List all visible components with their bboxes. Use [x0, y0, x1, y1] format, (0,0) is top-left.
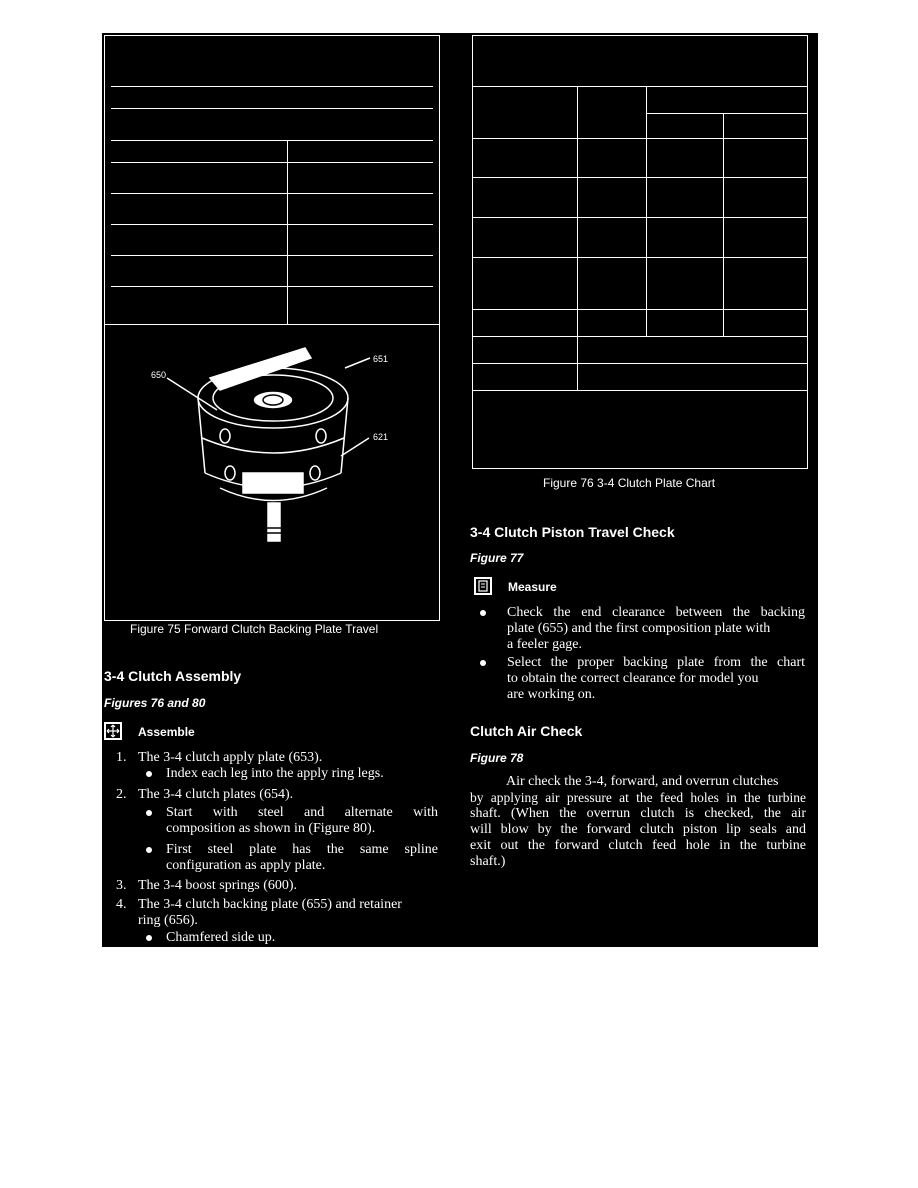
fig75-title-line2: BACKING PLATE SELECTION — [180, 62, 364, 77]
step-text: The 3-4 clutch plates (654). — [138, 787, 294, 802]
measure-bullet-cont: a feeler gage. — [507, 637, 582, 652]
fig76-title — [473, 46, 807, 78]
column-divider — [287, 140, 288, 324]
figure-reference: Figures 76 and 80 — [104, 696, 206, 710]
air-check-text: by applying air pressure at the feed holes in the turbine — [470, 790, 806, 805]
step-number: 1. — [116, 750, 127, 765]
row-a-qty: 5 — [681, 276, 687, 286]
figure-75-backing-plate-selection — [104, 35, 440, 621]
air-check-text: exit out the forward clutch feed hole in the turbine — [470, 838, 806, 853]
spline-note: † SAME SPLINE CONFIGURATION AS APPLY PLATE — [483, 398, 703, 408]
col-identification: IDENTIFICATION — [324, 147, 396, 157]
step-bullet: Start with steel and alternate with — [166, 805, 438, 820]
air-check-text: will blow by the forward clutch piston lip seals and — [470, 822, 806, 837]
row-thickness-in: (0.79") — [598, 282, 625, 292]
row-thickness-in: (.220") — [598, 157, 625, 167]
all-models-label: ALL MODELS — [242, 92, 302, 102]
assemble-icon — [104, 722, 122, 740]
heading-clutch-assembly: 3-4 Clutch Assembly — [104, 668, 242, 684]
assemble-label: Assemble — [138, 725, 195, 739]
step-bullet: Index each leg into the apply ring legs. — [166, 766, 384, 781]
measure-bullet: Select the proper backing plate from the chart — [507, 655, 805, 670]
measure-bullet-cont: plate (655) and the first composition plate with — [507, 621, 771, 636]
divider — [111, 108, 433, 109]
bullet-icon — [146, 935, 152, 941]
row-in: (.180" - .185") — [172, 303, 226, 313]
row-id: D — [356, 266, 364, 276]
row-mm: 5.20mm - 5.30mm — [164, 259, 234, 269]
divider — [105, 324, 439, 325]
bullet-icon — [146, 810, 152, 816]
fig75-code: LH0133-4L60 — [379, 601, 431, 611]
divider — [473, 257, 807, 258]
row-mm: 4.61mm - 4.71mm — [164, 292, 234, 302]
row-plate-type: FLAT STEEL — [483, 224, 536, 234]
row-plate-type-3: PLATES — [483, 289, 517, 299]
fig76-title-line1: 3-4 CLUTCH — [602, 46, 678, 61]
heading-piston-travel-check: 3-4 Clutch Piston Travel Check — [470, 524, 675, 540]
callout-650: 650 — [151, 370, 167, 380]
divider — [111, 193, 433, 194]
row-mm: 5.79mm - 5.89mm — [164, 228, 234, 238]
measure-icon — [474, 577, 492, 595]
row-thickness: 2.03mm — [596, 271, 627, 281]
bullet-icon — [480, 660, 486, 666]
divider — [473, 309, 807, 310]
row-id: A — [356, 173, 363, 183]
divider — [473, 336, 807, 337]
fig75-legend — [111, 553, 390, 589]
row-a-qty: 6 — [681, 231, 687, 241]
row-a-qty: 1 — [681, 318, 687, 328]
row-thickness: 1.78mm — [596, 185, 627, 195]
row-mm: 6.97mm - 7.07mm — [164, 166, 234, 176]
clutch-housing-illustration — [105, 328, 439, 550]
row-b-qty: 1 — [762, 318, 768, 328]
fig75-caption: Figure 75 Forward Clutch Backing Plate Travel — [130, 622, 379, 636]
row-mm: 6.38mm - 6.48mm — [164, 197, 234, 207]
bullet-icon — [480, 610, 486, 616]
divider — [473, 86, 807, 87]
measure-bullet: Check the end clearance between the backing — [507, 605, 805, 620]
step-text: The 3-4 boost springs (600). — [138, 878, 298, 893]
figure-76-clutch-information-chart — [472, 35, 808, 469]
fig76-code: PH0134-4L60-R1 — [732, 454, 799, 464]
row-b-qty: 6 — [762, 276, 768, 286]
heading-air-check: Clutch Air Check — [470, 723, 583, 739]
row-id: B — [356, 204, 363, 214]
bullet-icon — [146, 771, 152, 777]
divider — [111, 224, 433, 225]
step-text: The 3-4 clutch apply plate (653). — [138, 750, 323, 765]
measure-label: Measure — [508, 580, 557, 594]
step-number: 3. — [116, 878, 127, 893]
b-models-value: ALL OTHERS — [664, 371, 720, 381]
legend-item: 650 PLATE, FORWARD CLUTCH BACKING (SEL.) — [111, 565, 341, 576]
row-plate-type-2: CLUTCH PLATE — [483, 237, 550, 247]
bullet-icon — [146, 847, 152, 853]
callout-621: 621 — [373, 432, 389, 442]
col-plate-thickness: PLATE THICKNESS — [157, 147, 241, 157]
divider — [473, 138, 807, 139]
step-number: 4. — [116, 897, 127, 912]
row-thickness: SELECTIVE — [586, 318, 637, 328]
row-thickness-in: (.070") — [598, 196, 625, 206]
step-text: The 3-4 clutch backing plate (655) and retainer — [138, 897, 402, 912]
travel-mm: .75mm - 1.60mm — [303, 114, 368, 124]
step-bullet-cont: composition as shown in (Figure 80). — [166, 821, 376, 836]
col-a-models: *A-MODELS — [658, 121, 711, 131]
step-bullet: Chamfered side up. — [166, 930, 276, 945]
divider — [111, 140, 433, 141]
legend-item: 651 RING, FORWARD CLUTCH BACKING PLATE RETAINER — [111, 577, 390, 588]
row-in: (.227" - .232") — [172, 239, 226, 249]
callout-651: 651 — [373, 354, 389, 364]
travel-in: (.030" - .063") — [305, 125, 358, 135]
row-id: C — [356, 235, 364, 245]
step-text-cont: ring (656). — [138, 913, 198, 928]
row-plate-type: † FLAT STEEL — [477, 184, 537, 194]
step-bullet: First steel plate has the same spline — [166, 842, 438, 857]
col-plate-type: PLATE TYPE — [497, 108, 553, 118]
row-in: (.205" - .208") — [172, 270, 226, 280]
row-b-qty: 5 — [762, 231, 768, 241]
col-thickness: THICKNESS — [585, 108, 638, 118]
travel-label: BACKING PLATE TRAVEL = — [175, 120, 290, 130]
row-thickness: 5.60mm — [596, 146, 627, 156]
figure-reference: Figure 78 — [470, 751, 524, 765]
divider — [473, 217, 807, 218]
air-check-text: Air check the 3-4, forward, and overrun clutches — [506, 774, 779, 789]
divider — [111, 86, 433, 87]
row-in: (.274" - .278") — [172, 177, 226, 187]
row-plate-type: APPLY PLATE — [483, 151, 542, 161]
fig75-title — [105, 46, 439, 78]
row-plate-type: COMPOSITION — [483, 263, 548, 273]
step-number: 2. — [116, 787, 127, 802]
divider — [111, 286, 433, 287]
row-in: (.250" - .255") — [172, 208, 226, 218]
row-thickness-in: (.170") — [598, 236, 625, 246]
divider — [473, 177, 807, 178]
row-a-qty: 1 — [681, 191, 687, 201]
measure-bullet-cont: to obtain the correct clearance for model you — [507, 671, 759, 686]
row-b-qty: 1 — [762, 151, 768, 161]
divider — [111, 255, 433, 256]
measure-bullet-cont: are working on. — [507, 687, 596, 702]
a-models-label: *A-MODELS — [483, 345, 534, 355]
row-id: E — [356, 299, 363, 309]
air-check-text: shaft. (When the overrun clutch is checked, the air — [470, 806, 806, 821]
fig75-title-line1: FORWARD CLUTCH — [210, 46, 334, 61]
col-b-models: *B-MODELS — [739, 121, 791, 131]
row-plate-type: BACKING PLATE — [483, 318, 554, 328]
fig76-caption: Figure 76 3-4 Clutch Plate Chart — [543, 476, 716, 490]
divider — [111, 162, 433, 163]
step-bullet-cont: configuration as apply plate. — [166, 858, 326, 873]
col-quantity-required: QUANTITY REQUIRED — [678, 95, 775, 105]
legend-item: 621 HOUSING AND SHAFT ASSEMBLY, INPUT — [111, 553, 326, 564]
b-models-label: *B-MODELS — [483, 371, 534, 381]
column-divider — [577, 86, 578, 336]
divider — [473, 390, 807, 391]
fig76-title-line2: INFORMATION CHART — [570, 62, 710, 77]
row-a-qty: 1 — [681, 151, 687, 161]
air-check-text: shaft.) — [470, 854, 506, 869]
row-plate-type-2: CLUTCH PLATES — [483, 197, 556, 207]
divider — [646, 113, 807, 114]
divider — [473, 363, 807, 364]
figure-reference: Figure 77 — [470, 551, 524, 565]
column-divider — [723, 113, 724, 336]
row-plate-type-2: FACED CLUTCH — [483, 276, 553, 286]
row-thickness: 2.71mm — [596, 225, 627, 235]
row-b-qty: 1 — [762, 191, 768, 201]
a-models-value: SAM, SFM — [670, 345, 714, 355]
